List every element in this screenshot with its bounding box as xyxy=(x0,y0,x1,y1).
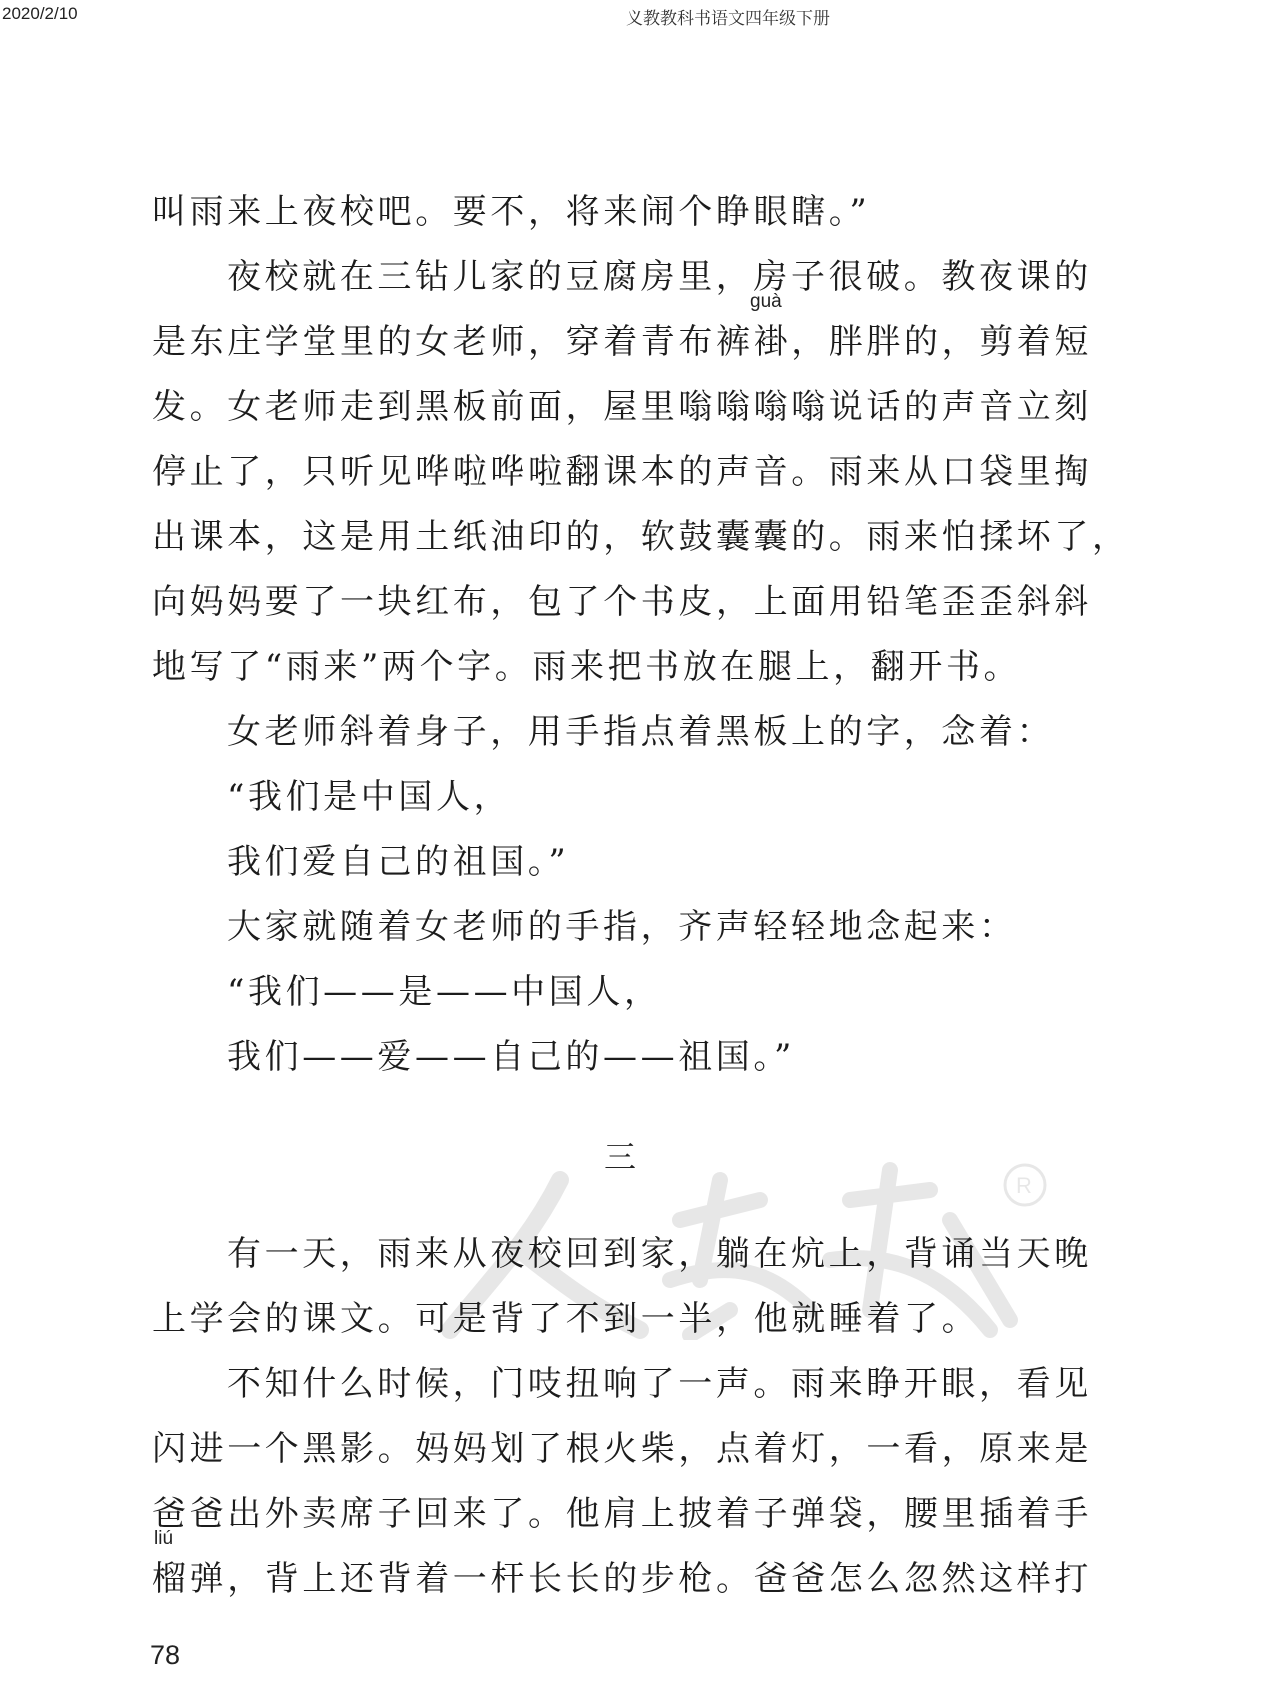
textbook-body-part1 xyxy=(152,180,1130,1090)
text-line xyxy=(152,1528,1102,1612)
line-text: 不知什么时候，门吱扭响了一声。雨来睁开眼，看见 xyxy=(227,1364,1092,1404)
text-line xyxy=(152,1417,1102,1482)
line-text: 是东庄学堂里的女老师，穿着青布裤褂，胖胖的，剪着短 xyxy=(152,322,1092,362)
line-text: 地写了“雨来”两个字。雨来把书放在腿上，翻开书。 xyxy=(152,647,1022,687)
line-text: 有一天，雨来从夜校回到家，躺在炕上，背诵当天晚 xyxy=(227,1234,1092,1274)
text-line xyxy=(152,440,1102,505)
line-text: 发。女老师走到黑板前面，屋里嗡嗡嗡嗡说话的声音立刻 xyxy=(152,387,1092,427)
text-line xyxy=(152,765,1102,830)
line-text: 夜校就在三钻儿家的豆腐房里，房子很破。教夜课的 xyxy=(227,257,1092,297)
text-line xyxy=(152,1222,1102,1287)
section-heading: 三 xyxy=(604,1138,637,1176)
line-text: 向妈妈要了一块红布，包了个书皮，上面用铅笔歪歪斜斜 xyxy=(152,582,1092,622)
line-text: 女老师斜着身子，用手指点着黑板上的字，念着： xyxy=(227,712,1055,752)
line-text: 我们爱自己的祖国。” xyxy=(227,842,570,882)
text-line xyxy=(152,291,1102,375)
line-text: 爸爸出外卖席子回来了。他肩上披着子弹袋，腰里插着手 xyxy=(152,1494,1092,1534)
line-text: 出课本，这是用土纸油印的，软鼓囊囊的。雨来怕揉坏了， xyxy=(152,517,1130,557)
text-line xyxy=(152,1287,1102,1352)
line-text: 大家就随着女老师的手指，齐声轻轻地念起来： xyxy=(227,907,1017,947)
svg-text:R: R xyxy=(1016,1173,1032,1198)
print-date: 2020/2/10 xyxy=(2,4,78,23)
text-line xyxy=(152,700,1102,765)
text-line xyxy=(152,830,1102,895)
page-number: 78 xyxy=(150,1640,181,1670)
line-text: “我们是中国人， xyxy=(227,777,512,817)
print-header xyxy=(0,0,1280,30)
print-title: 义教教科书语文四年级下册 xyxy=(626,9,830,28)
text-line xyxy=(152,180,1102,245)
pinyin-annotation: liú xyxy=(154,1528,174,1549)
text-line xyxy=(152,505,1130,570)
line-text: 停止了，只听见哗啦哗啦翻课本的声音。雨来从口袋里掏 xyxy=(152,452,1092,492)
line-text: 叫雨来上夜校吧。要不，将来闹个睁眼瞎。” xyxy=(152,192,871,232)
text-line xyxy=(152,960,1102,1025)
text-line xyxy=(152,1025,1102,1090)
text-line xyxy=(152,895,1102,960)
text-line xyxy=(152,1482,1102,1547)
text-line xyxy=(152,245,1102,310)
pinyin-annotation: guà xyxy=(750,291,782,312)
line-text: 榴弹，背上还背着一杆长长的步枪。爸爸怎么忽然这样打 xyxy=(152,1559,1092,1599)
line-text: “我们——是——中国人， xyxy=(227,972,662,1012)
text-line xyxy=(152,375,1102,440)
textbook-body-part2 xyxy=(152,1222,1102,1612)
line-text: 我们——爱——自己的——祖国。” xyxy=(227,1037,795,1077)
text-line xyxy=(152,635,1102,700)
text-line xyxy=(152,570,1102,635)
line-text: 上学会的课文。可是背了不到一半，他就睡着了。 xyxy=(152,1299,980,1339)
line-text: 闪进一个黑影。妈妈划了根火柴，点着灯，一看，原来是 xyxy=(152,1429,1092,1469)
text-line xyxy=(152,1352,1102,1417)
